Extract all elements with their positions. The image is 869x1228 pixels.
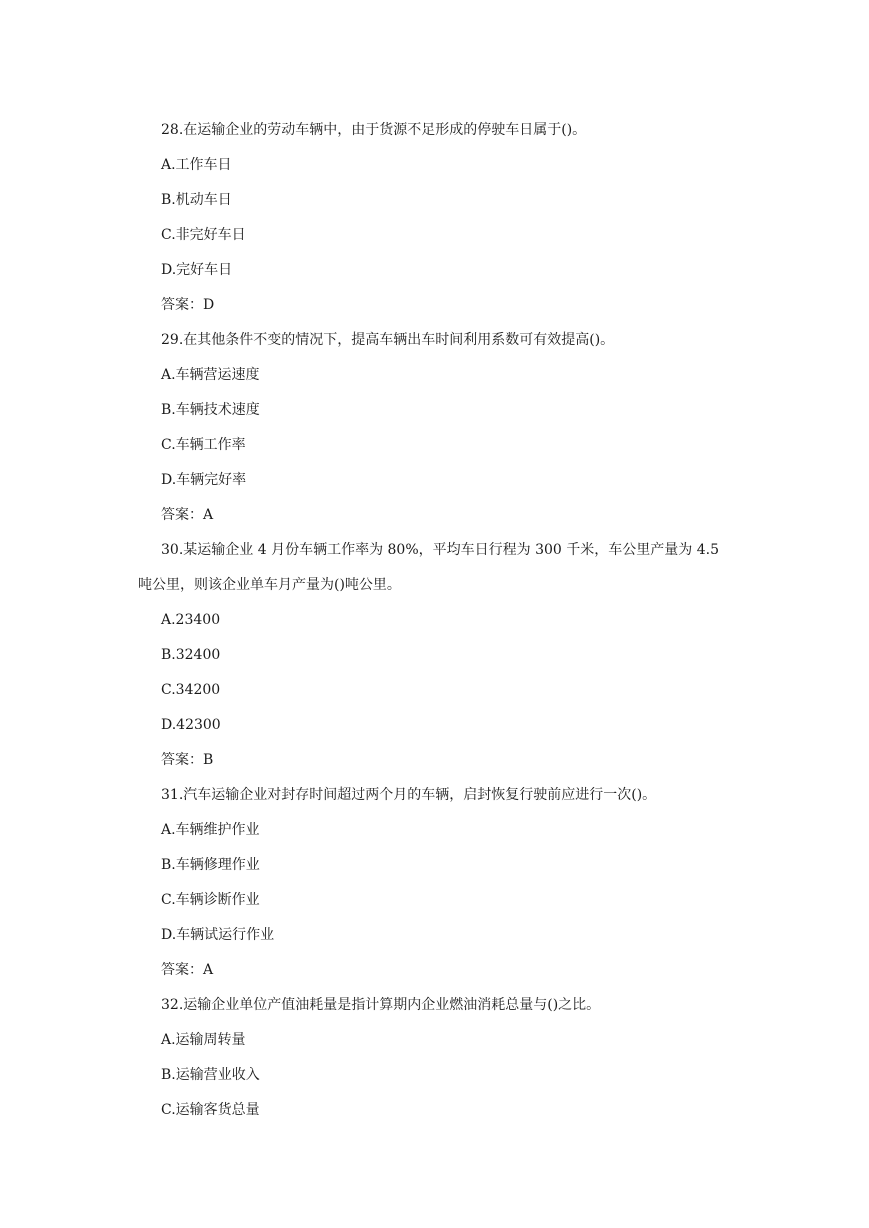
question-29-option-d: D.车辆完好率: [161, 472, 247, 488]
question-30-text-line1: 30.某运输企业 4 月份车辆工作率为 80%，平均车日行程为 300 千米，车公里产量为 4.5: [161, 542, 719, 558]
question-32-text: 32.运输企业单位产值油耗量是指计算期内企业燃油消耗总量与()之比。: [161, 997, 601, 1013]
question-28-option-d: D.完好车日: [161, 262, 233, 278]
question-31-option-a: A.车辆维护作业: [161, 822, 260, 838]
question-31-text: 31.汽车运输企业对封存时间超过两个月的车辆，启封恢复行驶前应进行一次()。: [161, 787, 657, 803]
question-30-answer: 答案：B: [161, 752, 214, 768]
question-31-option-b: B.车辆修理作业: [161, 857, 260, 873]
question-28-option-c: C.非完好车日: [161, 227, 246, 243]
question-30-option-a: A.23400: [161, 612, 221, 628]
question-30-option-b: B.32400: [161, 647, 221, 663]
question-32-option-a: A.运输周转量: [161, 1032, 246, 1048]
question-29-option-b: B.车辆技术速度: [161, 402, 260, 418]
question-29-option-a: A.车辆营运速度: [161, 367, 260, 383]
question-31-answer: 答案：A: [161, 962, 214, 978]
question-29-option-c: C.车辆工作率: [161, 437, 246, 453]
question-28-option-a: A.工作车日: [161, 157, 232, 173]
question-28-option-b: B.机动车日: [161, 192, 232, 208]
question-29-text: 29.在其他条件不变的情况下，提高车辆出车时间利用系数可有效提高()。: [161, 332, 615, 348]
question-32-option-b: B.运输营业收入: [161, 1067, 260, 1083]
question-29-answer: 答案：A: [161, 507, 214, 523]
question-30-option-c: C.34200: [161, 682, 221, 698]
question-32-option-c: C.运输客货总量: [161, 1102, 260, 1118]
question-30-text-line2: 吨公里，则该企业单车月产量为()吨公里。: [138, 577, 401, 593]
question-30-option-d: D.42300: [161, 717, 221, 733]
question-31-option-d: D.车辆试运行作业: [161, 927, 275, 943]
question-28-answer: 答案：D: [161, 297, 215, 313]
question-28-text: 28.在运输企业的劳动车辆中，由于货源不足形成的停驶车日属于()。: [161, 122, 587, 138]
question-31-option-c: C.车辆诊断作业: [161, 892, 260, 908]
